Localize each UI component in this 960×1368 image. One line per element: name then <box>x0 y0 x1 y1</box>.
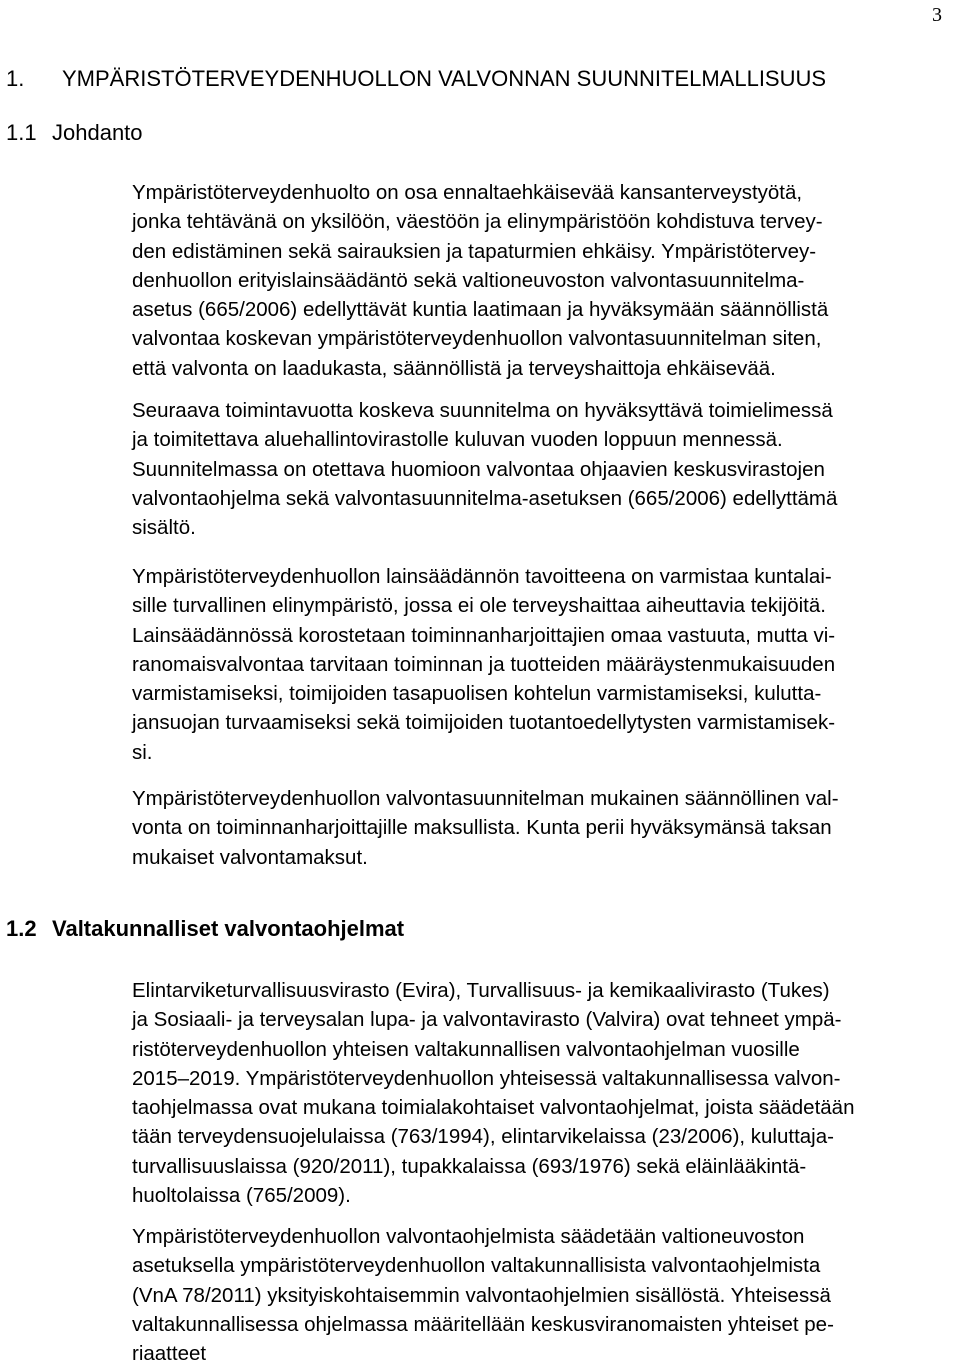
text-line: riaatteet <box>132 1342 207 1366</box>
text-line: Ympäristöterveydenhuollon lainsäädännön tavoitteena on varmistaa kuntalai- <box>132 565 832 588</box>
text-line: jonka tehtävänä on yksilöön, väestöön ja elinympäristöön kohdistuva tervey- <box>132 210 823 234</box>
section-heading-valtakunnalliset <box>6 916 404 942</box>
text-line: 2015–2019. Ympäristöterveydenhuollon yhteisessä valtakunnallisessa valvon- <box>132 1066 841 1090</box>
text-line: vonta on toiminnanharjoittajille maksullista. Kunta perii hyväksymänsä taksan <box>132 816 832 840</box>
paragraph-national-programme <box>132 976 952 1210</box>
text-line: si. <box>132 740 153 764</box>
paragraph-introduction <box>132 178 952 383</box>
section-number: 1.1 <box>6 120 37 145</box>
text-line: sisältö. <box>132 516 196 540</box>
text-line: Ympäristöterveydenhuollon valvontasuunnitelman mukainen säännöllinen val- <box>132 787 839 810</box>
paragraph-fees <box>132 784 952 872</box>
text-line: (VnA 78/2011) yksityiskohtaisemmin valvontaohjelmien sisällöstä. Yhteisessä <box>132 1283 831 1307</box>
section-heading-johdanto <box>6 120 143 146</box>
text-line: että valvonta on laadukasta, säännöllistä ja terveyshaittoja ehkäisevää. <box>132 356 776 380</box>
text-line: asetus (665/2006) edellyttävät kuntia laatimaan ja hyväksymään säännöllistä <box>132 298 829 322</box>
text-line: Ympäristöterveydenhuollon valvontaohjelmista säädetään valtioneuvoston <box>132 1225 805 1248</box>
text-line: ja Sosiaali- ja terveysalan lupa- ja valvontavirasto (Valvira) ovat tehneet ympä- <box>132 1008 842 1032</box>
text-line: ranomaisvalvontaa tarvitaan toiminnan ja tuotteiden määräystenmukaisuuden <box>132 652 836 676</box>
chapter-title: YMPÄRISTÖTERVEYDENHUOLLON VALVONNAN SUUNNITELMALLISUUS <box>62 66 827 91</box>
text-line: ja toimitettava aluehallintovirastolle kuluvan vuoden loppuun mennessä. <box>132 428 783 452</box>
text-line: mukaiset valvontamaksut. <box>132 845 368 869</box>
text-line: sille turvallinen elinympäristö, jossa ei ole terveyshaittaa aiheuttavia tekijöitä. <box>132 594 826 618</box>
text-line: valvontaa koskevan ympäristöterveydenhuollon valvontasuunnitelman siten, <box>132 327 822 351</box>
text-line: tään terveydensuojelulaissa (763/1994), elintarvikelaissa (23/2006), kuluttaja- <box>132 1125 834 1149</box>
section-title: Valtakunnalliset valvontaohjelmat <box>52 916 405 941</box>
text-line: den edistäminen sekä sairauksien ja tapaturmien ehkäisy. Ympäristötervey- <box>132 239 817 263</box>
text-line: varmistamiseksi, toimijoiden tasapuolisen kohtelun varmistamiseksi, kulutta- <box>132 682 822 706</box>
paragraph-decree <box>132 1222 952 1368</box>
text-line: Elintarviketurvallisuusvirasto (Evira), Turvallisuus- ja kemikaalivirasto (Tukes) <box>132 979 830 1002</box>
chapter-heading <box>6 66 826 92</box>
text-line: valvontaohjelma sekä valvontasuunnitelma-asetuksen (665/2006) edellyttämä <box>132 486 838 510</box>
paragraph-approval <box>132 396 952 542</box>
text-line: denhuollon erityislainsäädäntö sekä valtioneuvoston valvontasuunnitelma- <box>132 268 805 292</box>
text-line: ristöterveydenhuollon yhteisen valtakunnallisen valvontaohjelman vuosille <box>132 1037 800 1061</box>
page-number: 3 <box>932 4 942 26</box>
text-line: huoltolaissa (765/2009). <box>132 1184 351 1208</box>
text-line: Ympäristöterveydenhuolto on osa ennaltaehkäisevää kansanterveystyötä, <box>132 181 803 204</box>
paragraph-legislation-goal <box>132 562 952 767</box>
text-line: asetuksella ympäristöterveydenhuollon valtakunnallisista valvontaohjelmista <box>132 1254 821 1278</box>
section-number: 1.2 <box>6 916 37 941</box>
text-line: Suunnitelmassa on otettava huomioon valvontaa ohjaavien keskusvirastojen <box>132 457 825 481</box>
text-line: turvallisuuslaissa (920/2011), tupakkalaissa (693/1976) sekä eläinlääkintä- <box>132 1154 807 1178</box>
section-title: Johdanto <box>52 120 143 145</box>
chapter-number: 1. <box>6 66 25 91</box>
text-line: jansuojan turvaamiseksi sekä toimijoiden tuotantoedellytysten varmistamisek- <box>132 711 836 735</box>
text-line: Lainsäädännössä korostetaan toiminnanharjoittajien omaa vastuuta, mutta vi- <box>132 623 836 647</box>
text-line: valtakunnallisessa ohjelmassa määritellään keskusviranomaisten yhteiset pe- <box>132 1312 834 1336</box>
text-line: taohjelmassa ovat mukana toimialakohtaiset valvontaohjelmat, joista säädetään <box>132 1096 855 1120</box>
text-line: Seuraava toimintavuotta koskeva suunnitelma on hyväksyttävä toimielimessä <box>132 399 833 422</box>
